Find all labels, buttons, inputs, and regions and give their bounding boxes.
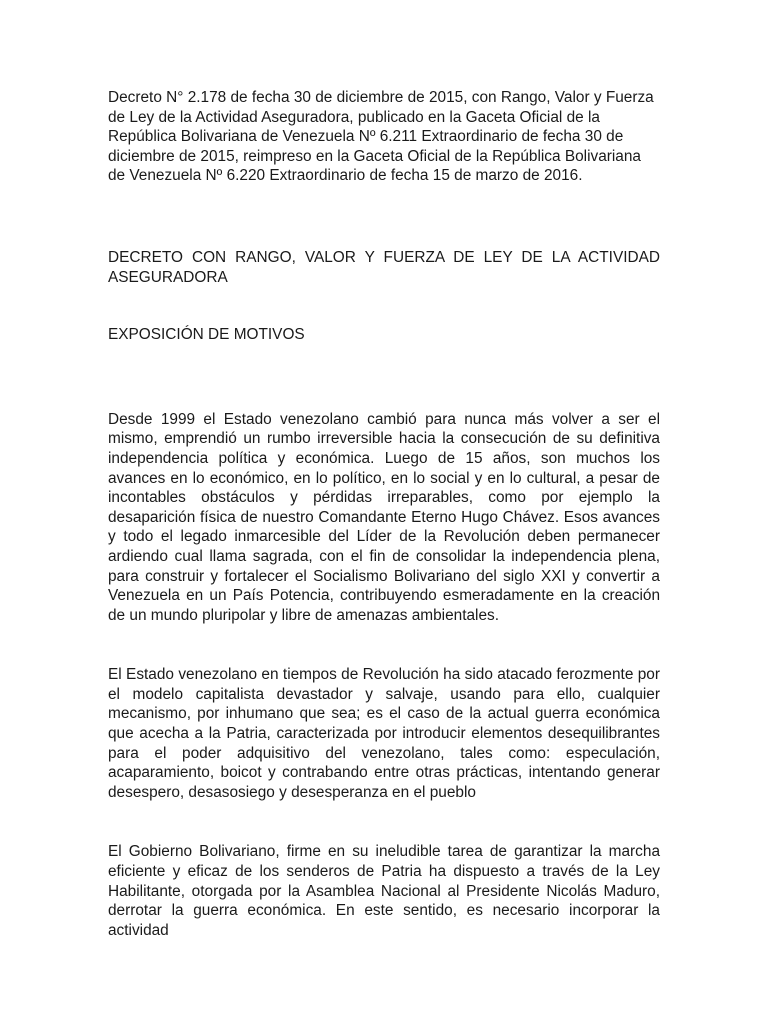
- header-note: Decreto N° 2.178 de fecha 30 de diciembre de 2015, con Rango, Valor y Fuerza de Ley de la Actividad Aseguradora, publicado en la Gaceta Oficial de la República Bolivariana de Venezuela Nº 6.211 Extraordinario de fecha 30 de diciembre de 2015, reimpreso en la Gaceta Oficial de la República Bolivariana de Venezuela Nº 6.220 Extraordinario de fecha 15 de marzo de 2016.: [108, 89, 654, 185]
- section-heading: EXPOSICIÓN DE MOTIVOS: [108, 326, 305, 344]
- paragraph-1: Desde 1999 el Estado venezolano cambió para nunca más volver a ser el mismo, emprendió un rumbo irreversible hacia la consecución de su definitiva independencia política y económica. Luego de 15 años, son muchos los avances en lo económico, en lo político, en lo social y en lo cultural, a pesar de incontables obstáculos y pérdidas irreparables, como por ejemplo la desaparición física de nuestro Comandante Eterno Hugo Chávez. Esos avances y todo el legado inmarcesible del Líder de la Revolución deben permanecer ardiendo cual llama sagrada, con el fin de consolidar la independencia plena, para construir y fortalecer el Socialismo Bolivariano del siglo XXI y convertir a Venezuela en un País Potencia, contribuyendo esmeradamente en la creación de un mundo pluripolar y libre de amenazas ambientales.: [108, 410, 660, 624]
- document-title: DECRETO CON RANGO, VALOR Y FUERZA DE LEY DE LA ACTIVIDAD ASEGURADORA: [108, 248, 660, 286]
- paragraph-3: El Gobierno Bolivariano, firme en su ineludible tarea de garantizar la marcha eficiente y eficaz de los senderos de Patria ha dispuesto a través de la Ley Habilitante, otorgada por la Asamblea Nacional al Presidente Nicolás Maduro, derrotar la guerra económica. En este sentido, es necesario incorporar la actividad: [108, 843, 660, 939]
- document-page: [108, 88, 660, 940]
- paragraph-2: El Estado venezolano en tiempos de Revolución ha sido atacado ferozmente por el modelo capitalista devastador y salvaje, usando para ello, cualquier mecanismo, por inhumano que sea; es el caso de la actual guerra económica que acecha a la Patria, caracterizada por introducir elementos desequilibrantes para el poder adquisitivo del venezolano, tales como: especulación, acaparamiento, boicot y contrabando entre otras prácticas, intentando generar desespero, desasosiego y desesperanza en el pueblo: [108, 666, 660, 801]
